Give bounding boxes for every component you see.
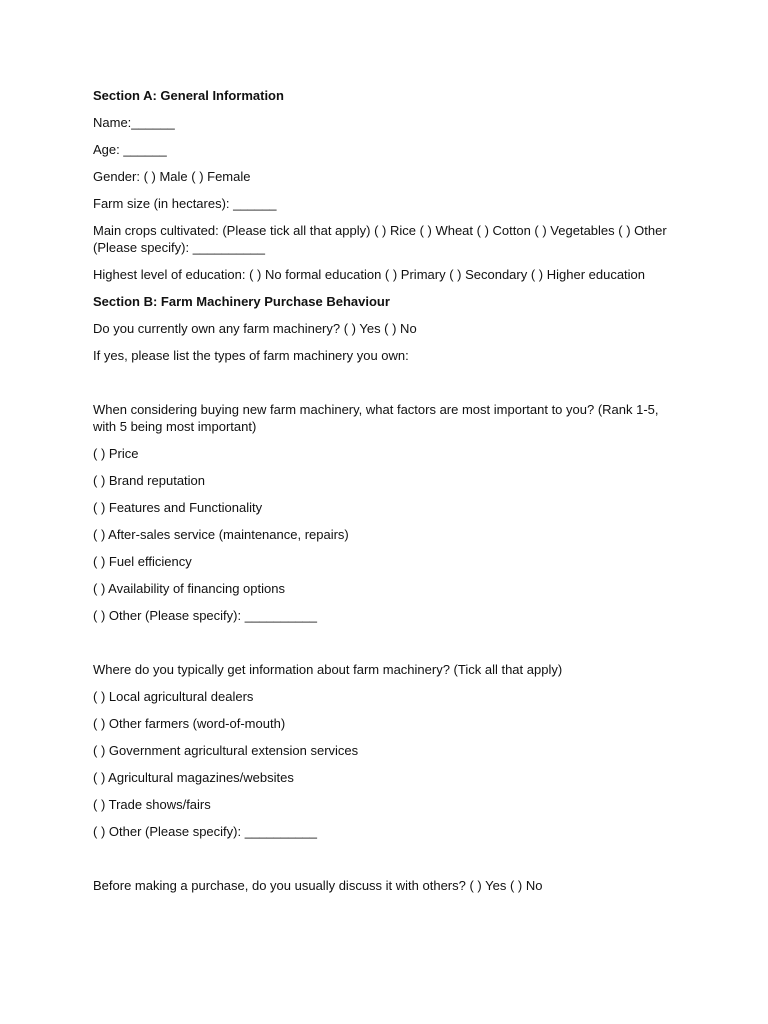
section-b-heading: Section B: Farm Machinery Purchase Behaviour [93, 294, 390, 309]
discuss-purchase-question: Before making a purchase, do you usually discuss it with others? ( ) Yes ( ) No [93, 878, 543, 893]
factor-option: ( ) Price [93, 446, 139, 461]
info-source-option: ( ) Trade shows/fairs [93, 797, 211, 812]
factor-option: ( ) Other (Please specify): __________ [93, 608, 318, 623]
farm-size-field: Farm size (in hectares): ______ [93, 196, 277, 211]
age-field: Age: ______ [93, 142, 167, 157]
factors-question: When considering buying new farm machinery, what factors are most important to you? (Rank 1-5, with 5 being most important) [93, 402, 659, 434]
info-source-option: ( ) Other (Please specify): __________ [93, 824, 318, 839]
main-crops-question: Main crops cultivated: (Please tick all that apply) ( ) Rice ( ) Wheat ( ) Cotton ( ) Vegetables ( ) Other (Please specify): __________ [93, 223, 667, 255]
factor-option: ( ) Availability of financing options [93, 581, 285, 596]
blank-answer-space [93, 374, 673, 401]
info-source-option: ( ) Other farmers (word-of-mouth) [93, 716, 286, 731]
info-sources-question: Where do you typically get information about farm machinery? (Tick all that apply) [93, 662, 563, 677]
gender-question: Gender: ( ) Male ( ) Female [93, 169, 251, 184]
section-a-heading: Section A: General Information [93, 88, 284, 103]
info-source-option: ( ) Agricultural magazines/websites [93, 770, 294, 785]
factor-option: ( ) Brand reputation [93, 473, 206, 488]
factor-option: ( ) Fuel efficiency [93, 554, 192, 569]
factor-option: ( ) After-sales service (maintenance, repairs) [93, 527, 349, 542]
blank-answer-space [93, 634, 673, 661]
own-machinery-question: Do you currently own any farm machinery? ( ) Yes ( ) No [93, 321, 417, 336]
factor-option: ( ) Features and Functionality [93, 500, 263, 515]
info-source-option: ( ) Local agricultural dealers [93, 689, 254, 704]
education-question: Highest level of education: ( ) No formal education ( ) Primary ( ) Secondary ( ) Higher education [93, 267, 646, 282]
name-field: Name:______ [93, 115, 175, 130]
questionnaire-page [93, 87, 673, 904]
list-machinery-prompt: If yes, please list the types of farm machinery you own: [93, 348, 409, 363]
blank-answer-space [93, 850, 673, 877]
info-source-option: ( ) Government agricultural extension services [93, 743, 359, 758]
